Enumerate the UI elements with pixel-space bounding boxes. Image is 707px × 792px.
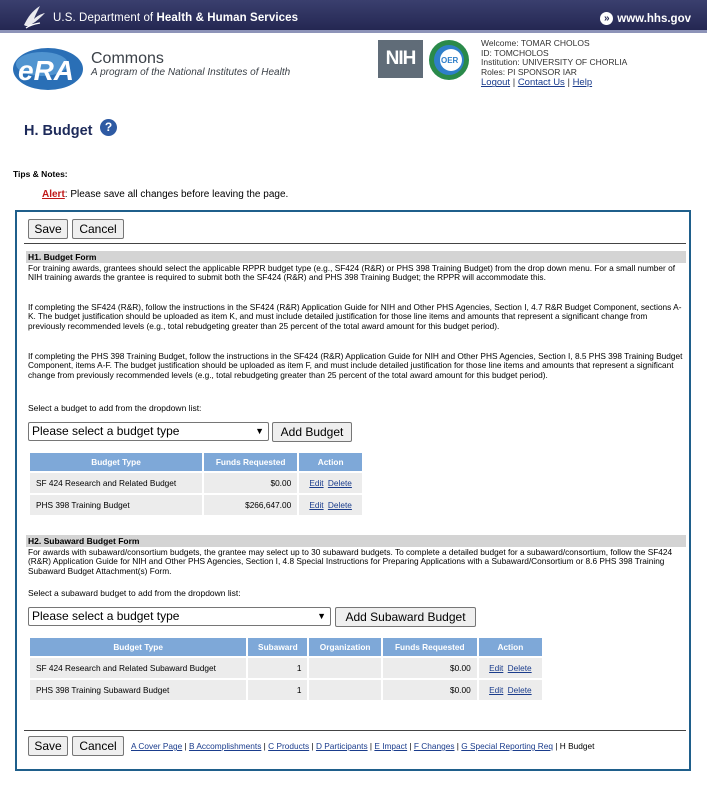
add-subaward-budget-button[interactable]: Add Subaward Budget: [335, 607, 476, 627]
h2-select-label: Select a subaward budget to add from the dropdown list:: [28, 588, 241, 598]
nav-separator: |: [367, 741, 375, 751]
chevron-down-icon: ▼: [317, 611, 326, 621]
welcome-text: Welcome: TOMAR CHOLOS: [481, 38, 590, 48]
column-header: Budget Type: [30, 638, 246, 656]
nav-current-section: H Budget: [559, 741, 595, 751]
hhs-title-prefix: U.S. Department of: [53, 12, 154, 24]
budget-type-select[interactable]: [28, 422, 269, 441]
column-header: Budget Type: [30, 453, 202, 471]
h2-para-1: For awards with subaward/consortium budgets, the grantee may select up to 30 subaward budgets. To complete a detailed budget for a subaward/consortium, follow the SF424 (R&R) Application Guide for NIH and Other PHS Agencies, Section I, 4.8 Special Instructions for Preparing Applications with a Subaward/Consortium or 8.6 PHS 398 Training Subaward Budget Attachment(s) Form.: [28, 547, 673, 576]
nav-link-accomplishments[interactable]: B Accomplishments: [188, 741, 262, 751]
link-separator: |: [567, 77, 570, 89]
nav-link-changes[interactable]: F Changes: [413, 741, 455, 751]
budget-type-cell: SF 424 Research and Related Budget: [30, 473, 202, 493]
era-logo[interactable]: [12, 42, 87, 92]
subaward-cell: 1: [248, 658, 307, 678]
add-budget-button[interactable]: Add Budget: [272, 422, 352, 442]
institution-text: Institution: UNIVERSITY OF CHORLIA: [481, 57, 628, 68]
funds-cell: $0.00: [383, 680, 477, 700]
divider: [24, 243, 686, 244]
page-title: H. Budget: [24, 123, 93, 139]
subaward-table-header: [30, 638, 542, 656]
hhs-site-link[interactable]: [600, 12, 691, 25]
hhs-site-label: www.hhs.gov: [617, 12, 691, 25]
contact-us-link[interactable]: Contact Us: [517, 77, 565, 89]
nav-separator: |: [182, 741, 189, 751]
divider: [24, 730, 686, 731]
nav-link-impact[interactable]: E Impact: [374, 741, 408, 751]
nih-logo[interactable]: NIH: [378, 40, 423, 78]
alert-text: : Please save all changes before leaving the page.: [64, 189, 289, 200]
action-cell: [479, 680, 542, 700]
oer-logo[interactable]: [427, 38, 471, 82]
h2-heading: H2. Subaward Budget Form: [26, 535, 686, 547]
save-button[interactable]: Save: [28, 219, 68, 239]
alert-message: [42, 189, 288, 200]
column-header: Funds Requested: [204, 453, 297, 471]
budget-table: [28, 451, 364, 517]
table-row: [30, 495, 362, 515]
budget-type-cell: PHS 398 Training Budget: [30, 495, 202, 515]
edit-link[interactable]: Edit: [309, 478, 324, 488]
tips-label: Tips & Notes:: [13, 169, 68, 179]
footer-save-button[interactable]: Save: [28, 736, 68, 756]
subaward-budget-table: [28, 636, 544, 702]
edit-link[interactable]: Edit: [489, 685, 504, 695]
footer-cancel-button[interactable]: Cancel: [72, 736, 124, 756]
nav-separator: |: [261, 741, 269, 751]
nav-separator: |: [407, 741, 414, 751]
budget-type-cell: PHS 398 Training Subaward Budget: [30, 680, 246, 700]
table-row: [30, 680, 542, 700]
delete-link[interactable]: Delete: [507, 663, 532, 673]
nav-link-special-reporting[interactable]: G Special Reporting Req: [461, 741, 554, 751]
subaward-select-value: Please select a budget type: [32, 609, 180, 623]
column-header: Funds Requested: [383, 638, 477, 656]
column-header: Subaward: [248, 638, 307, 656]
section-nav: [131, 741, 594, 751]
column-header: Action: [479, 638, 542, 656]
column-header: Action: [299, 453, 362, 471]
delete-link[interactable]: Delete: [327, 500, 352, 510]
h1-para-1: For training awards, grantees should select the applicable RPPR budget type (e.g., SF424 (R&R) or PHS 398 Training Budget) from the drop down menu. For a small number of NIH training awards the grantee is required to submit both the SF424 (R&R) and PHS 398 Training Budget; the RPPR will accommodate this.: [28, 263, 676, 283]
logout-link[interactable]: Logout: [481, 77, 511, 89]
nav-separator: |: [454, 741, 462, 751]
organization-cell: [309, 658, 380, 678]
help-link[interactable]: Help: [572, 77, 593, 89]
subaward-cell: 1: [248, 680, 307, 700]
hhs-banner: [0, 0, 707, 33]
action-cell: [299, 495, 362, 515]
alert-word[interactable]: Alert: [42, 189, 65, 200]
help-icon[interactable]: ?: [100, 119, 117, 136]
hhs-eagle-icon: [20, 3, 48, 31]
double-chevron-right-icon: »: [600, 12, 613, 25]
cancel-button[interactable]: Cancel: [72, 219, 124, 239]
edit-link[interactable]: Edit: [489, 663, 504, 673]
nav-separator: |: [553, 741, 560, 751]
nav-link-cover-page[interactable]: A Cover Page: [131, 741, 183, 751]
link-separator: |: [512, 77, 516, 89]
budget-table-header: [30, 453, 362, 471]
column-header: Organization: [309, 638, 380, 656]
delete-link[interactable]: Delete: [327, 478, 352, 488]
organization-cell: [309, 680, 380, 700]
funds-cell: $0.00: [204, 473, 297, 493]
oer-logo-label: OER: [441, 56, 459, 65]
user-links: [481, 78, 627, 88]
action-cell: [479, 658, 542, 678]
budget-type-select-value: Please select a budget type: [32, 424, 180, 438]
table-row: [30, 658, 542, 678]
h1-para-2: If completing the SF424 (R&R), follow the instructions in the SF424 (R&R) Application Guide for NIH and Other PHS Agencies, Section I, 4.7 R&R Budget Component, sections A-K. The budget justification should be uploaded as item K, and must include detailed justification for those line items and amounts that represent a significant change from previously recommended levels (e.g., total rebudgeting greater than 25 percent of the total award amount for this budget period).: [28, 302, 682, 331]
user-info: [481, 39, 627, 88]
hhs-title-bold: Health & Human Services: [156, 12, 299, 24]
delete-link[interactable]: Delete: [507, 685, 532, 695]
app-subtitle: A program of the National Institutes of Health: [91, 67, 291, 78]
edit-link[interactable]: Edit: [309, 500, 324, 510]
h1-select-label: Select a budget to add from the dropdown list:: [28, 403, 202, 413]
nav-separator: |: [309, 741, 316, 751]
roles-text: Roles: PI SPONSOR IAR: [481, 66, 577, 77]
funds-cell: $0.00: [383, 658, 477, 678]
h1-heading: H1. Budget Form: [26, 251, 686, 263]
action-cell: [299, 473, 362, 493]
svg-text:eRA: eRA: [18, 55, 75, 86]
hhs-title[interactable]: [53, 12, 298, 24]
nav-link-participants[interactable]: D Participants: [315, 741, 368, 751]
app-title: Commons: [91, 50, 164, 67]
budget-type-cell: SF 424 Research and Related Subaward Budget: [30, 658, 246, 678]
funds-cell: $266,647.00: [204, 495, 297, 515]
nav-link-products[interactable]: C Products: [268, 741, 310, 751]
user-id-text: ID: TOMCHOLOS: [481, 47, 549, 58]
chevron-down-icon: ▼: [255, 426, 264, 436]
h1-para-3: If completing the PHS 398 Training Budget, follow the instructions in the SF424 (R&R) Application Guide for NIH and Other PHS Agencies, Section I, 8.5 PHS 398 Training Budget Component, items A-F. The budget justification should be uploaded as item F, and must include detailed justification for those line items and amounts that represent a significant change from previously recommended levels (e.g., total rebudgeting greater than 25 percent of the total award amount for this budget period).: [28, 351, 683, 380]
table-row: [30, 473, 362, 493]
subaward-budget-type-select[interactable]: [28, 607, 331, 626]
